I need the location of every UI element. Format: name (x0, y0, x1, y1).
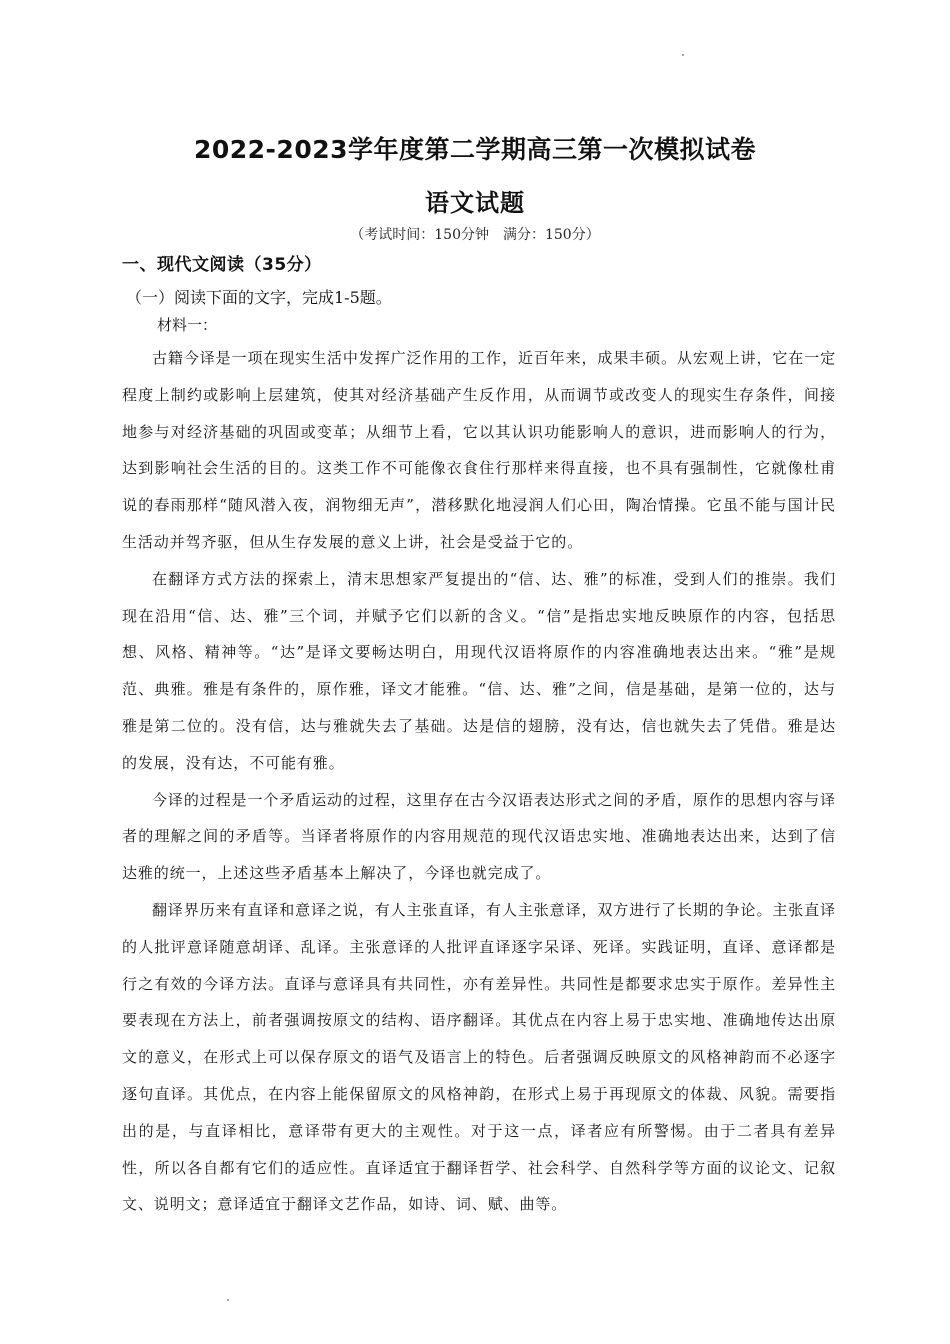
passage-body (122, 340, 836, 1223)
paragraph: 在翻译方式方法的探索上，清末思想家严复提出的“信、达、雅”的标准，受到人们的推崇。我们现在沿用“信、达、雅”三个词，并赋予它们以新的含义。“信”是指忠实地反映原作的内容，包括思想、风格、精神等。“达”是译文要畅达明白，用现代汉语将原作的内容准确地表达出来。“雅”是规范、典雅。雅是有条件的，原作雅，译文才能雅。“信、达、雅”之间，信是基础，是第一位的，达与雅是第二位的。没有信，达与雅就失去了基础。达是信的翅膀，没有达，信也就失去了凭借。雅是达的发展，没有达，不可能有雅。 (122, 569, 836, 772)
paragraph: 古籍今译是一项在现实生活中发挥广泛作用的工作，近百年来，成果丰硕。从宏观上讲，它在一定程度上制约或影响上层建筑，使其对经济基础产生反作用，从而调节或改变人的现实生存条件，间接地参与对经济基础的巩固或变革；从细节上看，它以其认识功能影响人的意识，进而影响人的行为，达到影响社会生活的目的。这类工作不可能像衣食住行那样来得直接，也不具有强制性，它就像杜甫说的春雨那样“随风潜入夜，润物细无声”，潜移默化地浸润人们心田，陶冶情操。它虽不能与国计民生活动并驾齐驱，但从生存发展的意义上讲，社会是受益于它的。 (122, 349, 836, 551)
section-heading: 一、现代文阅读（35分） (122, 255, 322, 275)
paragraph: 今译的过程是一个矛盾运动的过程，这里存在古今汉语表达形式之间的矛盾，原作的思想内容与译者的理解之间的矛盾等。当译者将原作的内容用规范的现代汉语忠实地、准确地表达出来，达到了信达雅的统一，上述这些矛盾基本上解决了，今译也就完成了。 (122, 790, 836, 883)
speck-mark (682, 54, 684, 56)
exam-subtitle: 语文试题 (425, 189, 525, 217)
part-heading: （一）阅读下面的文字，完成1-5题。 (126, 288, 392, 307)
paragraph: 翻译界历来有直译和意译之说，有人主张直译，有人主张意译，双方进行了长期的争论。主张直译的人批评意译随意胡译、乱译。主张意译的人批评直译逐字呆译、死译。实践证明，直译、意译都是行之有效的今译方法。直译与意译具有共同性，亦有差异性。共同性是都要求忠实于原作。差异性主要表现在方法上，前者强调按原文的结构、语序翻译。其优点在内容上易于忠实地、准确地传达出原文的意义，在形式上可以保存原文的语气及语言上的特色。后者强调反映原文的风格神韵而不必逐字逐句直译。其优点，在内容上能保留原文的风格神韵，在形式上易于再现原文的体裁、风貌。需要指出的是，与直译相比，意译带有更大的主观性。对于这一点，译者应有所警惕。由于二者具有差异性，所以各自都有它们的适应性。直译适宜于翻译哲学、社会科学、自然科学等方面的议论文、记叙文、说明文；意译适宜于翻译文艺作品，如诗、词、赋、曲等。 (122, 900, 836, 1214)
speck-mark (227, 1299, 229, 1301)
exam-title: 2022-2023学年度第二学期高三第一次模拟试卷 (193, 135, 757, 164)
exam-info: （考试时间：150分钟 满分：150分） (350, 227, 600, 243)
material-label: 材料一： (157, 316, 218, 334)
